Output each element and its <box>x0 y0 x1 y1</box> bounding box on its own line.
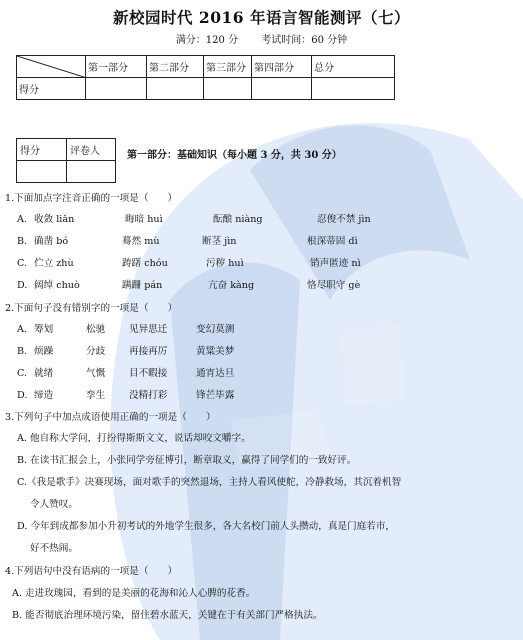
option-item: 再接再厉 <box>129 346 168 357</box>
score-header-total: 总分 <box>312 56 395 78</box>
option-item: 污秽 huì <box>206 258 244 269</box>
score-cell <box>312 78 395 100</box>
option-item: 变幻莫测 <box>196 324 235 335</box>
option-item: 筹划 <box>34 324 54 335</box>
option-item: 确凿 bó <box>34 236 69 247</box>
grader-name-label: 评卷人 <box>67 139 116 161</box>
exam-title: 新校园时代 2016 年语言智能测评（七） <box>113 8 410 27</box>
option-letter: C. <box>17 258 28 269</box>
option-letter: B. <box>17 346 28 357</box>
option-item: 断茎 jìn <box>202 236 237 247</box>
option-letter: D. <box>17 390 28 401</box>
score-header-part1: 第一部分 <box>86 56 147 78</box>
option-row <box>17 345 27 359</box>
option-item: 根深蒂固 dì <box>307 236 358 247</box>
question-stem: 3.下列句子中加点成语使用正确的一项是（ ） <box>5 412 216 423</box>
section1-title: 第一部分：基础知识（每小题 3 分，共 30 分） <box>127 150 342 161</box>
option-item: 阔绰 chuò <box>34 280 80 291</box>
grader-score-label: 得分 <box>17 139 67 161</box>
option-item: 黄粱美梦 <box>196 346 235 357</box>
grader-cell <box>67 161 116 183</box>
option-item: 松驰 <box>86 324 106 335</box>
full-score: 满分：120 分 <box>175 35 239 46</box>
option-letter: A. <box>17 214 27 225</box>
option-item: 气慨 <box>86 368 106 379</box>
option-item: 亢奋 kàng <box>208 280 255 291</box>
option-row <box>17 279 27 293</box>
option-letter: D. <box>17 280 28 291</box>
option-letter: C. <box>17 368 28 379</box>
option-row <box>17 389 27 403</box>
option-item: 忍俊不禁 jìn <box>317 214 371 225</box>
score-header-part3: 第三部分 <box>204 56 252 78</box>
question-stem: 2.下面句子没有错别字的一项是（ ） <box>5 303 178 314</box>
question-stem: 4.下列语句中没有语病的一项是（ ） <box>5 566 178 577</box>
option-line: A. 他自称大学问，打扮得斯斯文文，说话却咬文嚼字。 <box>17 433 251 444</box>
exam-meta <box>0 31 523 46</box>
option-item: 蓦然 mù <box>122 236 160 247</box>
score-header-part4: 第四部分 <box>252 56 312 78</box>
question-stem: 1.下面加点字注音正确的一项是（ ） <box>5 193 178 204</box>
option-line-continued: 令人赞叹。 <box>30 499 78 510</box>
option-row <box>17 323 27 337</box>
option-item: 烦躁 <box>34 346 54 357</box>
option-item: 目不暇接 <box>129 368 168 379</box>
option-item: 蹒跚 pán <box>122 280 163 291</box>
option-item: 分歧 <box>86 346 106 357</box>
score-cell <box>86 78 147 100</box>
grader-cell <box>17 161 67 183</box>
score-cell <box>204 78 252 100</box>
score-header-part2: 第二部分 <box>147 56 204 78</box>
option-letter: A. <box>17 324 27 335</box>
option-line: D. 今年到成都参加小升初考试的外地学生很多，各大名校门前人头攒动，真是门庭若市， <box>17 521 396 532</box>
score-table <box>16 55 395 100</box>
option-item: 晦暗 huì <box>125 214 163 225</box>
option-item: 见异思迁 <box>129 324 168 335</box>
option-item: 恪尽职守 gè <box>307 280 361 291</box>
option-row <box>17 257 27 271</box>
option-letter: B. <box>17 236 28 247</box>
option-item: 就绪 <box>34 368 54 379</box>
option-item: 伫立 zhù <box>34 258 74 269</box>
option-item: 缔造 <box>34 390 54 401</box>
option-item: 收敛 liǎn <box>34 214 75 225</box>
option-line: A. 走进玫瑰园，看到的是美丽的花海和沁人心脾的花香。 <box>12 588 256 599</box>
option-item: 销声匿迹 nì <box>310 258 361 269</box>
option-line-continued: 好不热闹。 <box>30 543 78 554</box>
score-table-diagonal-cell <box>17 56 86 78</box>
grader-box <box>16 138 116 183</box>
option-item: 锋芒毕露 <box>196 390 235 401</box>
option-item: 没精打彩 <box>129 390 168 401</box>
option-item: 孪生 <box>86 390 106 401</box>
option-item: 酝酿 niàng <box>213 214 263 225</box>
option-row <box>17 235 27 249</box>
option-line: C.《我是歌手》决赛现场，面对歌手的突然退场，主持人看风使舵，冷静救场，其沉着机智 <box>17 477 402 488</box>
option-row <box>17 213 27 227</box>
score-cell <box>252 78 312 100</box>
score-row-label: 得分 <box>17 78 86 100</box>
option-item: 通宵达旦 <box>196 368 235 379</box>
option-row <box>17 367 27 381</box>
option-line: B. 在读书汇报会上，小张同学旁征博引，断章取义，赢得了同学们的一致好评。 <box>17 455 357 466</box>
exam-time: 考试时间：60 分钟 <box>261 35 348 46</box>
score-cell <box>147 78 204 100</box>
option-item: 踌躇 chóu <box>122 258 168 269</box>
option-line: B. 能否彻底治理环境污染，留住碧水蓝天，关键在于有关部门严格执法。 <box>12 610 323 621</box>
